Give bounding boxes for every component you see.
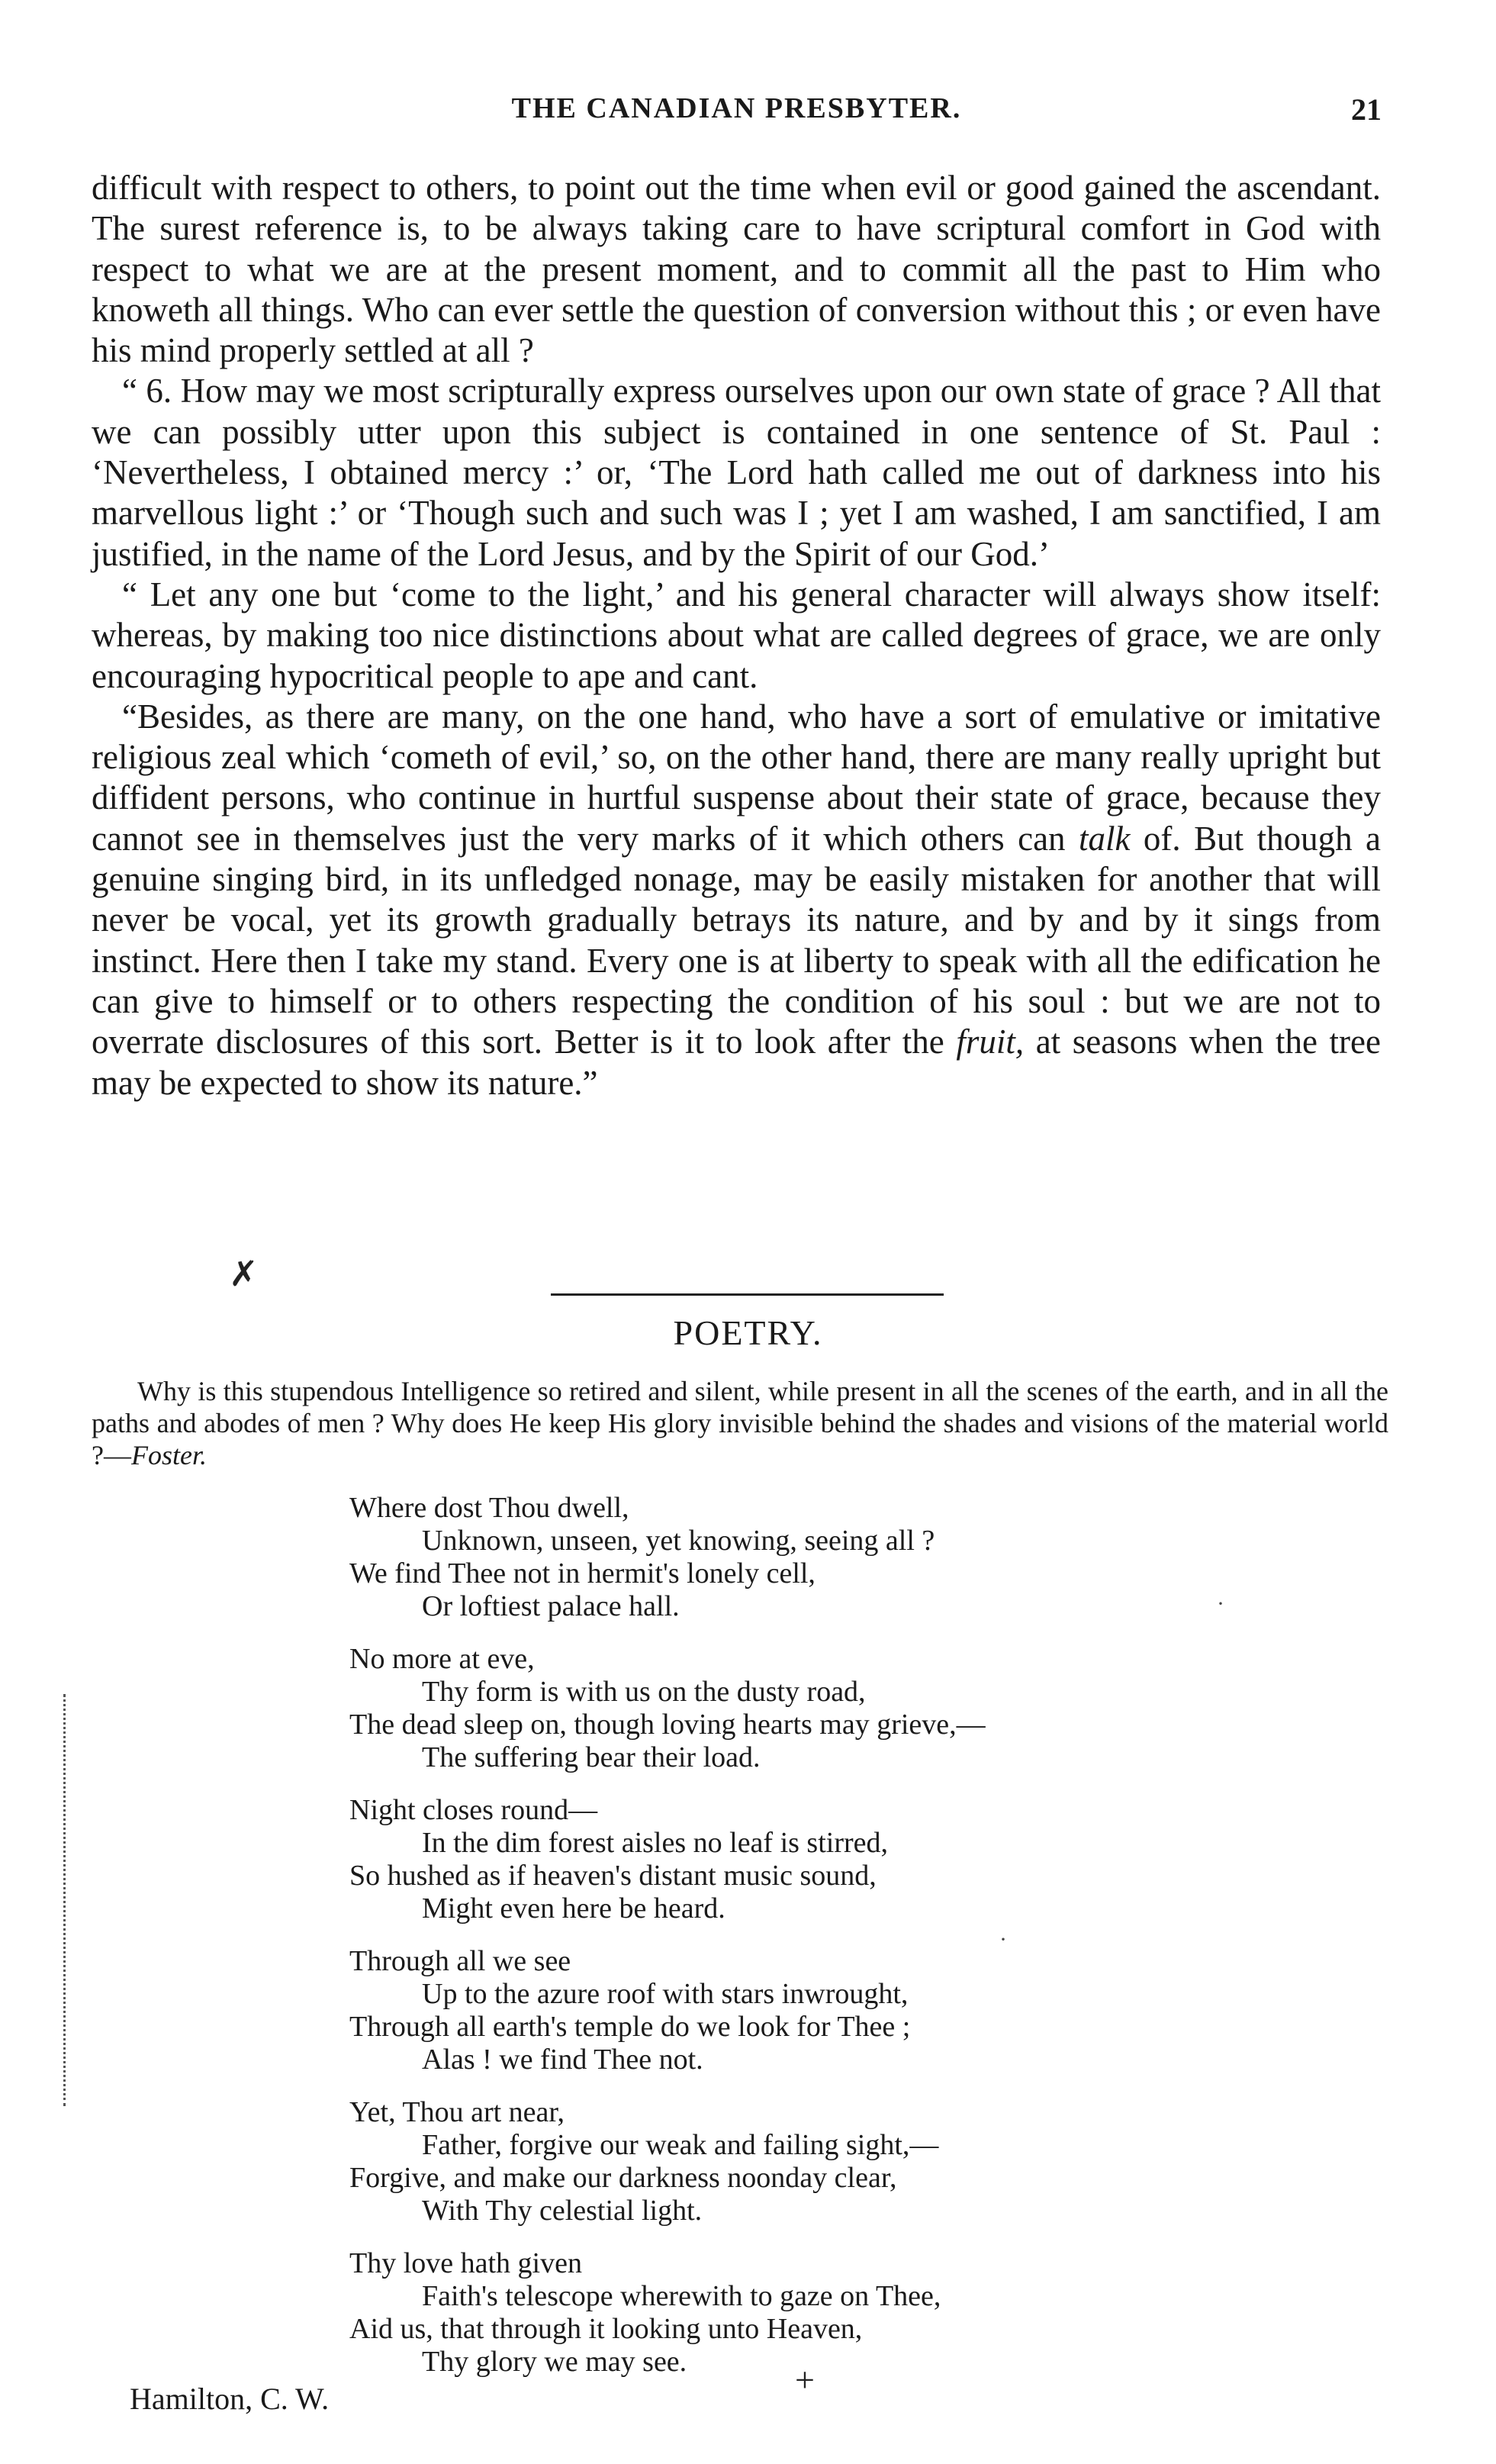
poem-line: Up to the azure roof with stars inwrought, [422, 1978, 909, 2010]
epigraph-text: Why is this stupendous Intelligence so retired and silent, while present in all the scenes of the earth, and in all the paths and abodes of men ? Why does He keep His glory invisible behind the shades and visions of the material world ?— [92, 1376, 1388, 1470]
epigraph-attribution: Foster. [130, 1440, 207, 1470]
poem-line: Through all we see [349, 1945, 571, 1977]
body-text [92, 168, 1381, 1103]
section-title: POETRY. [673, 1313, 823, 1352]
text-run: “Besides, as there are many, on the one hand, who have a sort of emulative or imitative religious zeal which ‘cometh of evil,’ so, on the other hand, there are many really upright but diffident persons, who continue in hurtful suspense about their state of grace, because they cannot see in themselves just the very marks of it which others can [92, 697, 1381, 858]
paragraph-come-to-light: “ Let any one but ‘come to the light,’ and his general character will always show itself: whereas, by making too nice distinctions about what are called degrees of grace, we are only encouraging hypocritical people to ape and cant. [92, 575, 1381, 695]
signature-place: Hamilton, C. W. [130, 2382, 330, 2416]
poem-stanza [349, 2247, 1189, 2379]
page-number: 21 [1351, 92, 1382, 127]
poem-stanza [349, 1492, 1189, 1623]
poem-line: Might even here be heard. [422, 1892, 725, 1924]
paragraph-question-6: “ 6. How may we most scripturally express ourselves upon our own state of grace ? All that we can possibly utter upon this subject is contained in one sentence of St. Paul : ‘Nevertheless, I obtained mercy :’ or, ‘The Lord hath called me out of darkness into his marvellous light :’ or ‘Though such and such was I ; yet I am washed, I am sanctified, I am justified, in the name of the Lord Jesus, and by the Spirit of our God.’ [92, 372, 1381, 573]
poem-line: No more at eve, [349, 1643, 535, 1675]
emphasis-fruit: fruit, [956, 1023, 1025, 1061]
poem-line: We find Thee not in hermit's lonely cell, [349, 1557, 816, 1590]
poem-line: Alas ! we find Thee not. [422, 2044, 703, 2076]
poem-line: Night closes round— [349, 1794, 598, 1826]
poem-line: Faith's telescope wherewith to gaze on Thee, [422, 2280, 941, 2312]
poem-stanza [349, 1945, 1189, 2076]
poem-line: Thy form is with us on the dusty road, [422, 1676, 866, 1708]
poem-line: Aid us, that through it looking unto Heaven, [349, 2313, 863, 2345]
poem-stanza [349, 2096, 1189, 2227]
poem-line: Unknown, unseen, yet knowing, seeing all ? [422, 1525, 935, 1557]
poem-line: With Thy celestial light. [422, 2195, 703, 2227]
poem-line: Yet, Thou art near, [349, 2096, 565, 2128]
section-divider [551, 1293, 944, 1296]
poem-line: Father, forgive our weak and failing sight,— [422, 2129, 939, 2161]
poem-line: The dead sleep on, though loving hearts may grieve,— [349, 1709, 986, 1741]
poem-line: Forgive, and make our darkness noonday clear, [349, 2162, 897, 2194]
poem-line: The suffering bear their load. [422, 1741, 761, 1773]
poem-line: Thy love hath given [349, 2247, 582, 2279]
poem-line: So hushed as if heaven's distant music sound, [349, 1860, 877, 1892]
handwritten-mark: + [795, 2360, 815, 2399]
poem-line: Or loftiest palace hall. [422, 1590, 680, 1622]
text-run: at seasons when the tree may be expected to show its nature.” [92, 1023, 1381, 1102]
poem-line: Through all earth's temple do we look for Thee ; [349, 2011, 911, 2043]
margin-scan-line [63, 1694, 66, 2106]
poem-line: Thy glory we may see. [422, 2346, 687, 2378]
running-head [92, 92, 1382, 137]
poem-stanza [349, 1794, 1189, 1925]
paragraph-besides [92, 697, 1381, 1103]
poem-stanza [349, 1643, 1189, 1774]
scan-speck: · [1217, 1591, 1224, 1616]
paragraph-continuation: difficult with respect to others, to point out the time when evil or good gained the ascendant. The surest reference is, to be always taking care to have scriptural comfort in God with respect to what we are at the present moment, and to commit all the past to Him who knoweth all things. Who can ever settle the question of conversion without this ; or even have his mind properly settled at all ? [92, 169, 1381, 370]
poem [349, 1492, 1189, 2398]
running-title: THE CANADIAN PRESBYTER. [511, 92, 962, 124]
poem-line: In the dim forest aisles no leaf is stirred, [422, 1827, 889, 1859]
handwritten-mark: ✗ [229, 1255, 259, 1293]
epigraph [92, 1375, 1388, 1471]
emphasis-talk: talk [1079, 819, 1131, 858]
poem-line: Where dost Thou dwell, [349, 1492, 629, 1524]
text-run: of. But though a genuine singing bird, in its unfledged nonage, may be easily mistaken for another that will never be vocal, yet its growth gradually betrays its nature, and by and by it sings from instinct. Here then I take my stand. Every one is at liberty to speak with all the edification he can give to himself or to others respecting the condition of his soul : but we are not to overrate disclosures of this sort. Better is it to look after the [92, 819, 1382, 1061]
scan-speck: · [999, 1927, 1007, 1952]
